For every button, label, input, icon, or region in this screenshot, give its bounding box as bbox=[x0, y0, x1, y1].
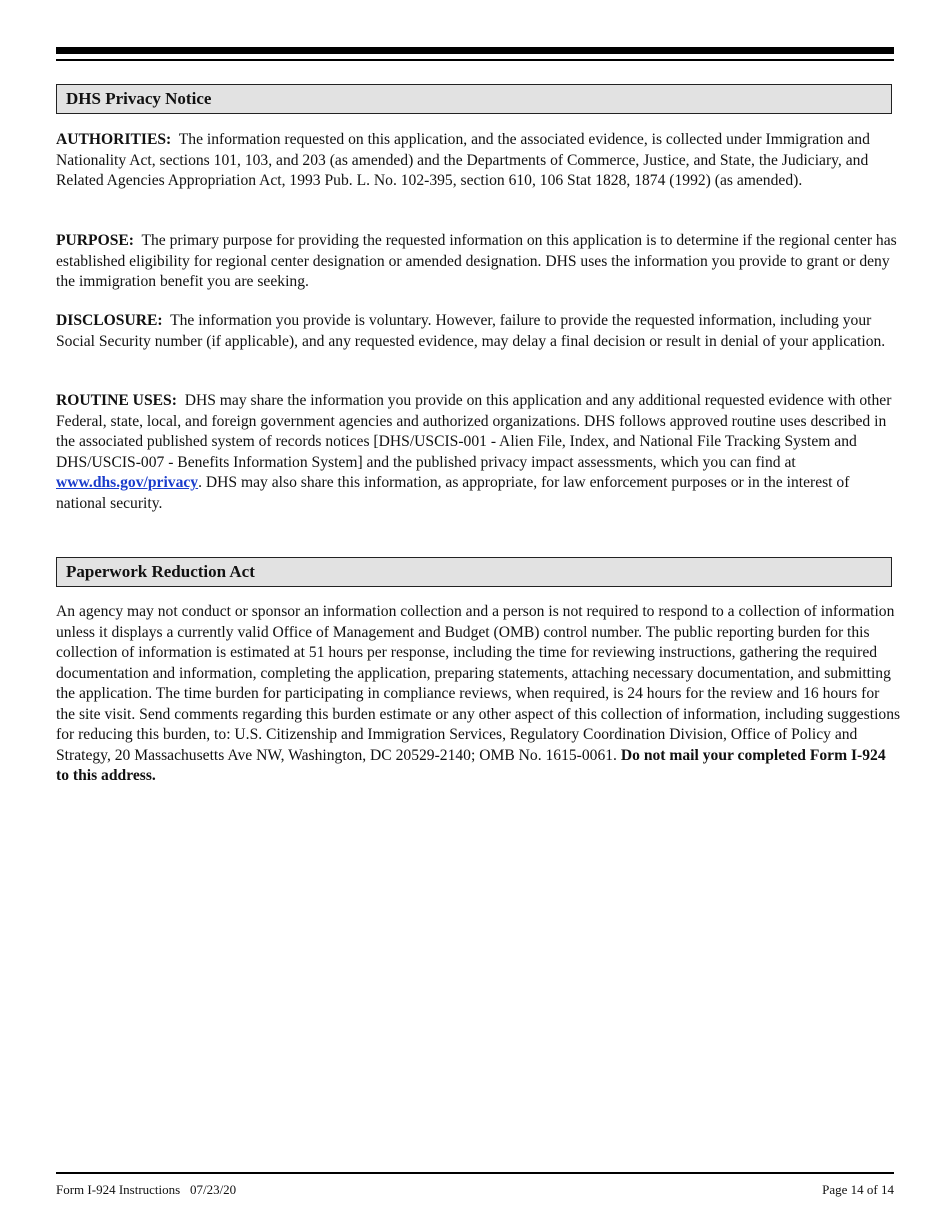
paperwork-text: An agency may not conduct or sponsor an information collection and a person is not required to respond to a collection of information unless it displays a currently valid Office of Management and Budget (OMB) control number. The public reporting burden for this collection of information is estimated at 51 hours per response, including the time for reviewing instructions, gathering the required documentation and information, completing the application, preparing statements, attaching necessary documentation, and submitting the application. The time burden for participating in compliance reviews, when required, is 24 hours for the review and 16 hours for the site visit. Send comments regarding this burden estimate or any other aspect of this collection of information, including suggestions for reducing this burden, to: U.S. Citizenship and Immigration Services, Regulatory Coordination Division, Office of Policy and Strategy, 20 Massachusetts Ave NW, Washington, DC 20529-2140; OMB No. 1615-0061. bbox=[56, 603, 901, 764]
disclosure-text: The information you provide is voluntary. However, failure to provide the requested information, including your Social Security number (if applicable), and any requested evidence, may delay a final decision or result in denial of your application. bbox=[56, 312, 886, 350]
purpose-paragraph bbox=[56, 231, 901, 293]
paperwork-bold-note: Do not mail your completed Form I-924 to this address. bbox=[56, 746, 886, 784]
routine-uses-text: DHS may share the information you provide on this application and any additional requested evidence with other Federal, state, local, and foreign government agencies and authorized organizations. DHS follows approved routine uses described in the associated published system of records notices [DHS/USCIS-001 - Alien File, Index, and National File Tracking System and DHS/USCIS-007 - Benefits Information System] and the published privacy impact assessments, which you can find at bbox=[56, 392, 892, 471]
disclosure-label: DISCLOSURE: bbox=[56, 312, 163, 329]
routine-uses-paragraph bbox=[56, 391, 901, 514]
authorities-text: The information requested on this application, and the associated evidence, is collected under Immigration and Nationality Act, sections 101, 103, and 203 (as amended) and the Departments of Commerce, Justice, and State, the Judiciary, and Related Agencies Appropriation Act, 1993 Pub. L. No. 102-395, section 610, 106 Stat 1828, 1874 (1992) (as amended). bbox=[56, 131, 870, 189]
authorities-label: AUTHORITIES: bbox=[56, 131, 172, 148]
paperwork-reduction-header: Paperwork Reduction Act bbox=[56, 557, 892, 587]
top-rule-thin bbox=[56, 59, 894, 61]
top-rule-thick bbox=[56, 47, 894, 54]
privacy-notice-header: DHS Privacy Notice bbox=[56, 84, 892, 114]
purpose-text: The primary purpose for providing the requested information on this application is to determine if the regional center has established eligibility for regional center designation or amended designation. DHS uses the information you provide to grant or deny the immigration benefit you are seeking. bbox=[56, 232, 897, 290]
dhs-privacy-link[interactable]: www.dhs.gov/privacy bbox=[56, 474, 199, 491]
routine-uses-label: ROUTINE USES: bbox=[56, 392, 177, 409]
authorities-paragraph bbox=[56, 130, 901, 192]
purpose-label: PURPOSE: bbox=[56, 232, 134, 249]
footer-rule bbox=[56, 1172, 894, 1174]
routine-uses-text-after: . DHS may also share this information, as appropriate, for law enforcement purposes or in the interest of national security. bbox=[56, 474, 850, 512]
paperwork-paragraph bbox=[56, 602, 901, 787]
disclosure-paragraph bbox=[56, 311, 901, 352]
footer-form-id: Form I-924 Instructions 07/23/20 bbox=[56, 1182, 237, 1197]
footer-page-number: Page 14 of 14 bbox=[822, 1182, 894, 1197]
